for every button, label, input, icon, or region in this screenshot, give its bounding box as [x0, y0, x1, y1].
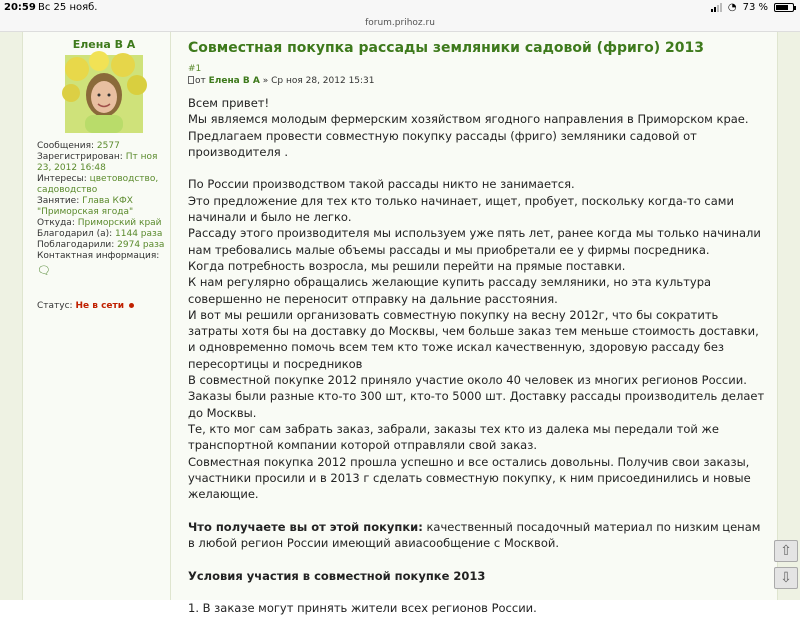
paragraph: Мы являемся молодым фермерским хозяйством ягодного направления в Приморском крае.	[188, 112, 749, 127]
profile-field: Благодарил (а): 1144 раза	[37, 229, 163, 239]
post-title-link[interactable]: Совместная покупка рассады земляники садовой (фриго) 2013	[188, 40, 704, 56]
paragraph: Когда потребность возросла, мы решили перейти на прямые поставки.	[188, 258, 626, 273]
benefit-heading: Что получаете вы от этой покупки:	[188, 519, 423, 534]
online-status: Статус: Не в сети	[37, 301, 134, 311]
status-indicators	[711, 2, 794, 13]
author-name-link[interactable]: Елена В А	[72, 38, 136, 51]
profile-field: Интересы: цветоводство, садоводство	[37, 174, 159, 195]
profile-field: Зарегистрирован: Пт ноя 23, 2012 16:48	[37, 152, 158, 173]
scroll-up-button[interactable]	[774, 540, 798, 562]
forum-page	[0, 32, 800, 616]
profile-field: Поблагодарили: 2974 раза	[37, 240, 165, 250]
arrow-up-icon: ⇧	[780, 543, 792, 559]
arrow-down-icon: ⇩	[780, 570, 792, 586]
author-profile	[23, 32, 171, 600]
avatar	[65, 55, 143, 133]
profile-field: Сообщения: 2577	[37, 141, 120, 151]
status-time: 20:59	[4, 2, 36, 13]
signal-icon	[711, 3, 722, 12]
spacer	[188, 160, 768, 176]
conditions-heading: Условия участия в совместной покупке 2013	[188, 568, 486, 583]
ios-status-bar	[0, 0, 800, 16]
contact-label: Контактная информация:	[37, 251, 160, 261]
scroll-down-button[interactable]	[774, 567, 798, 589]
paragraph: И вот мы решили организовать совместную покупку на весну 2012г, что бы сократить затраты хотя бы на доставку до Москвы, чем больше заказ тем меньше стоимость доставки, и одновременно помочь всем тем кто тоже искал качественную, здоровую рассаду без пересортицы и посредников	[188, 307, 759, 371]
post-date: » Ср ноя 28, 2012 15:31	[262, 76, 375, 86]
post-number-link[interactable]: #1	[188, 64, 202, 74]
battery-percent: 73 %	[742, 2, 768, 13]
posts-count-link[interactable]: 2577	[96, 141, 120, 151]
paragraph: Совместная покупка 2012 прошла успешно и все остались довольны. Получив свои заказы, участники просили и в 2013 г сделать совместную покупку, к ним присоединились и новые желающие.	[188, 454, 751, 502]
battery-icon	[774, 3, 794, 12]
paragraph: Рассаду этого производителя мы используем уже пять лет, ранее когда мы только начинали нам требовались малые объемы рассады и мы приобретали ее у фирмы посредника.	[188, 226, 761, 257]
profile-fields	[37, 141, 170, 277]
post-body	[188, 95, 768, 617]
post-content	[188, 38, 768, 617]
speech-bubble-icon[interactable]: 🗨	[37, 264, 51, 277]
profile-field: Занятие: Глава КФХ "Приморская ягода"	[37, 196, 134, 217]
condition-item: 1. В заказе могут принять жители всех регионов России.	[188, 601, 537, 616]
benefit-paragraph: Что получаете вы от этой покупки: качественный посадочный материал по низким ценам в любой регион России имеющий авиасообщение с Москвой.	[188, 519, 761, 551]
spacer	[188, 551, 768, 567]
thanked-link[interactable]: 1144 раза	[115, 229, 163, 239]
forum-post	[22, 32, 778, 616]
document-icon[interactable]	[188, 76, 194, 84]
address-bar[interactable]	[0, 16, 800, 32]
was-thanked-link[interactable]: 2974 раза	[117, 240, 165, 250]
post-meta: от Елена В А » Ср ноя 28, 2012 15:31	[188, 75, 768, 87]
paragraph: По России производством такой рассады никто не занимается.	[188, 177, 575, 192]
wifi-icon: ◔	[727, 2, 737, 13]
paragraph: Всем привет!	[188, 96, 270, 110]
paragraph: К нам регулярно обращались желающие купить рассаду земляники, но эта культура совершенно не переносит отправку на дальние расстояния.	[188, 275, 712, 306]
url-text: forum.prihoz.ru	[365, 18, 435, 28]
status-date: Вс 25 нояб.	[38, 2, 98, 13]
paragraph: Это предложение для тех кто только начинает, ищет, пробует, поскольку когда-то сами начинали и было не легко.	[188, 193, 734, 225]
offline-dot-icon	[129, 303, 134, 308]
battery-fill	[776, 5, 788, 10]
post-author-link[interactable]: Елена В А	[208, 76, 260, 86]
profile-field: Откуда: Приморский край	[37, 218, 162, 228]
spacer	[188, 584, 768, 600]
paragraph: Те, кто мог сам забрать заказ, забрали, заказы тех кто из далека мы передали той же транспортной компании которой отправляли свой заказ.	[188, 421, 719, 453]
status-offline: Не в сети	[75, 301, 125, 311]
paragraph: В совместной покупке 2012 приняло участие около 40 человек из многих регионов России. Заказы были разные кто-то 300 шт, кто-то 5000 шт. Доставку рассады производитель делает до Москвы.	[188, 373, 765, 420]
paragraph: Предлагаем провести совместную покупку рассады (фриго) земляники садовой от производителя .	[188, 128, 697, 159]
spacer	[188, 502, 768, 518]
